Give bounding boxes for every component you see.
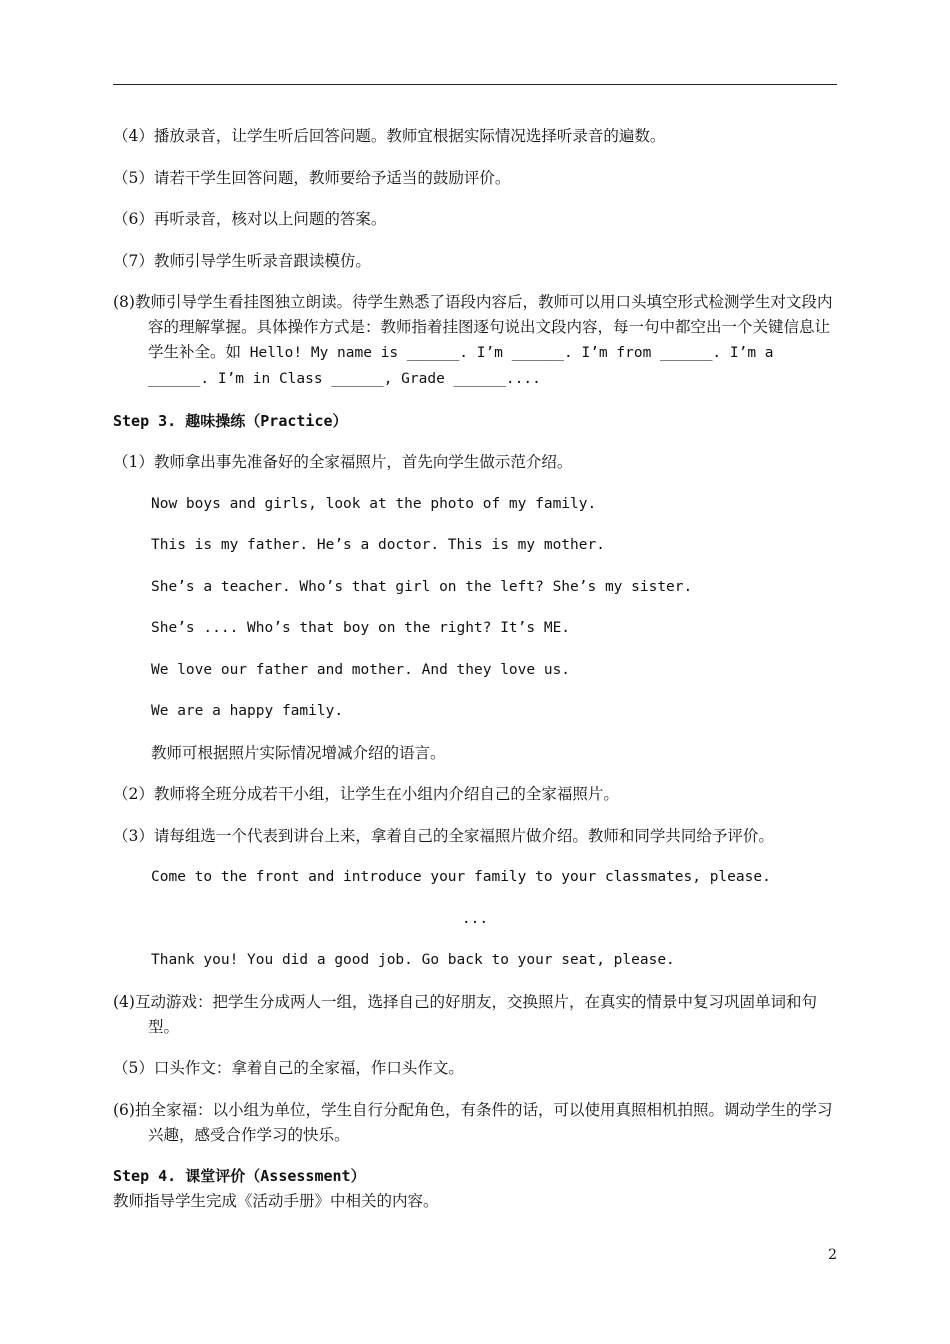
practice3-line-1: Come to the front and introduce your family to your classmates, please. — [151, 869, 771, 885]
fill-in-example: Hello! My name is ______. I’m ______. I’m from ______. I’m a ______. I’m in Class ______, Grade ______.... — [148, 345, 774, 387]
step-4-heading: Step 4. 课堂评价（Assessment） — [113, 1167, 366, 1185]
list-item: （4）播放录音，让学生听后回答问题。教师宜根据实际情况选择听录音的遍数。 — [113, 127, 666, 145]
list-item: （5）请若干学生回答问题，教师要给予适当的鼓励评价。 — [113, 168, 511, 187]
list-item: （6）再听录音，核对以上问题的答案。 — [113, 210, 387, 228]
list-item-8: (8)教师引导学生看挂图独立朗读。待学生熟悉了语段内容后，教师可以用口头填空形式检测学生对文段内容的理解掌握。具体操作方式是：教师指着挂图逐句说出文段内容，每一句中都空出一个关键信息让学生补全。如 Hello! My name is ______. I’m ______. I’m from ______. I’m a ______. I’m in Class ______, Grade ______.... — [113, 293, 833, 387]
practice-item-6: (6)拍全家福：以小组为单位，学生自行分配角色，有条件的话，可以使用真照相机拍照。调动学生的学习兴趣，感受合作学习的快乐。 — [113, 1100, 833, 1144]
list-item: （7）教师引导学生听录音跟读模仿。 — [113, 251, 371, 270]
practice-line: We love our father and mother. And they love us. — [151, 661, 571, 678]
document-body — [113, 124, 837, 1231]
practice3-line-2: Thank you! You did a good job. Go back to your seat, please. — [151, 952, 675, 968]
practice-item-5: （5）口头作文：拿着自己的全家福，作口头作文。 — [113, 1059, 464, 1077]
practice-item-3: （3）请每组选一个代表到讲台上来，拿着自己的全家福照片做介绍。教师和同学共同给予评价。 — [113, 826, 774, 845]
step-3-heading: Step 3. 趣味操练（Practice） — [113, 411, 348, 430]
practice-line: This is my father. He’s a doctor. This is my mother. — [151, 537, 605, 553]
step-4-text: 教师指导学生完成《活动手册》中相关的内容。 — [113, 1192, 439, 1210]
practice-line: Now boys and girls, look at the photo of my family. — [151, 495, 597, 512]
practice-item-4: (4)互动游戏：把学生分成两人一组，选择自己的好朋友，交换照片，在真实的情景中复习巩固单词和句型。 — [113, 992, 817, 1036]
practice-line: She’s a teacher. Who’s that girl on the left? She’s my sister. — [151, 578, 693, 595]
ellipsis: ... — [461, 910, 489, 927]
practice-item-2: （2）教师将全班分成若干小组，让学生在小组内介绍自己的全家福照片。 — [113, 785, 619, 803]
practice-line: We are a happy family. — [151, 703, 344, 719]
page-number: 2 — [828, 1247, 837, 1263]
header-rule — [113, 84, 837, 85]
practice-item-1: （1）教师拿出事先准备好的全家福照片，首先向学生做示范介绍。 — [113, 453, 573, 471]
practice-note: 教师可根据照片实际情况增减介绍的语言。 — [151, 743, 446, 762]
practice-line: She’s .... Who’s that boy on the right? It’s ME. — [151, 620, 571, 636]
